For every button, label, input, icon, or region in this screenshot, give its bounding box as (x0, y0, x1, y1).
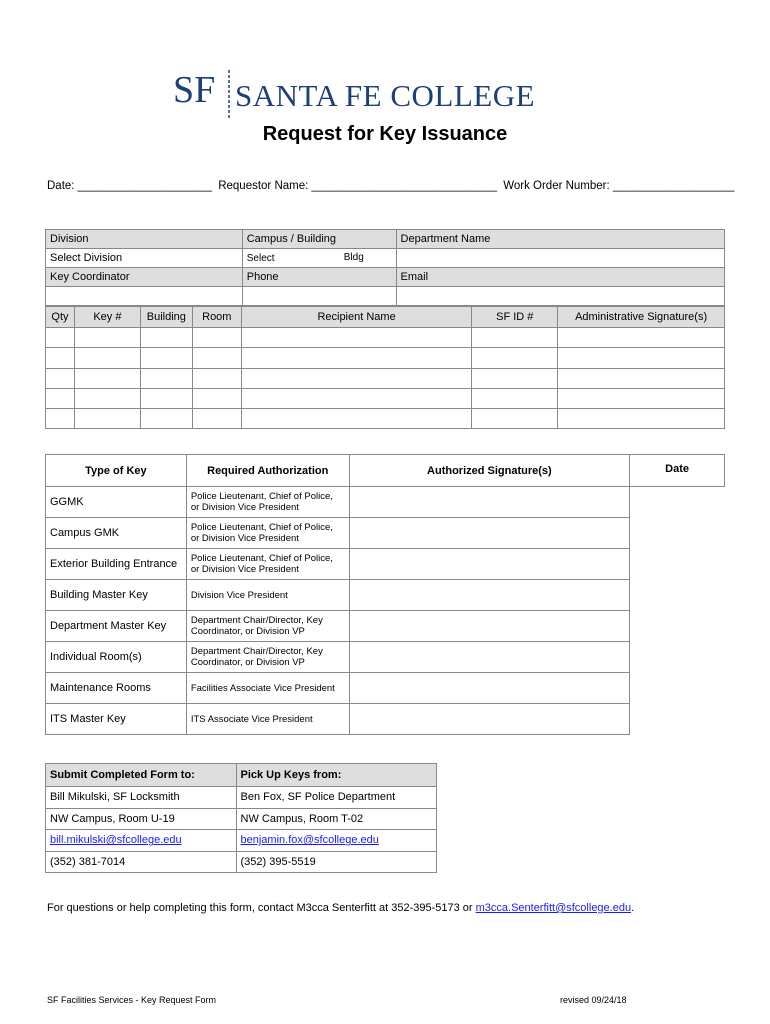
help-email-link[interactable]: m3cca.Senterfitt@sfcollege.edu (475, 902, 632, 914)
campus-select-value: Select (246, 252, 275, 264)
campus-select[interactable] (242, 249, 396, 268)
page-title: Request for Key Issuance (262, 123, 508, 145)
input-cell[interactable] (74, 409, 140, 429)
col-admin-signature: Administrative Signature(s) (558, 307, 725, 328)
header-fields (47, 180, 737, 192)
input-cell[interactable] (74, 388, 140, 408)
input-cell[interactable] (46, 409, 75, 429)
work-order-field[interactable]: Work Order Number: ___________________ (503, 180, 735, 192)
table-row (46, 409, 725, 429)
input-cell[interactable] (74, 348, 140, 368)
col-date: Date (630, 455, 725, 487)
col-room: Room (192, 307, 241, 328)
department-name-label: Department Name (396, 230, 724, 249)
input-cell[interactable] (192, 368, 241, 388)
signature-cell[interactable] (349, 518, 630, 549)
input-cell[interactable] (140, 348, 192, 368)
input-cell[interactable] (558, 368, 725, 388)
date-field[interactable]: Date: _____________________ (47, 180, 212, 192)
help-text: For questions or help completing this form, contact M3cca Senterfitt at 352-395-5173 or (47, 902, 476, 914)
col-type-of-key: Type of Key (46, 455, 187, 487)
key-coordinator-input[interactable] (46, 287, 243, 306)
col-authorized-signatures: Authorized Signature(s) (349, 455, 630, 487)
phone-input[interactable] (242, 287, 396, 306)
required-authorization: Police Lieutenant, Chief of Police, or Division Vice President (186, 487, 349, 518)
signature-cell[interactable] (349, 487, 630, 518)
key-type: Individual Room(s) (46, 642, 187, 673)
required-authorization: Police Lieutenant, Chief of Police, or Division Vice President (186, 518, 349, 549)
key-coordinator-label: Key Coordinator (46, 268, 243, 287)
required-authorization: Department Chair/Director, Key Coordinator, or Division VP (186, 611, 349, 642)
pickup-location: NW Campus, Room T-02 (236, 808, 437, 830)
table-row (46, 642, 725, 673)
input-cell[interactable] (558, 388, 725, 408)
table-row (46, 348, 725, 368)
signature-cell[interactable] (349, 611, 630, 642)
input-cell[interactable] (192, 388, 241, 408)
building-select[interactable]: Bldg (343, 252, 364, 263)
submit-email-link[interactable]: bill.mikulski@sfcollege.edu (50, 834, 182, 847)
campus-building-label: Campus / Building (242, 230, 396, 249)
signature-cell[interactable] (349, 642, 630, 673)
input-cell[interactable] (74, 328, 140, 348)
input-cell[interactable] (558, 409, 725, 429)
division-select[interactable]: Select Division (46, 249, 243, 268)
input-cell[interactable] (241, 328, 472, 348)
input-cell[interactable] (140, 388, 192, 408)
contact-table (45, 763, 437, 873)
input-cell[interactable] (46, 368, 75, 388)
key-request-table (45, 306, 725, 429)
input-cell[interactable] (241, 368, 472, 388)
input-cell[interactable] (46, 348, 75, 368)
input-cell[interactable] (472, 328, 558, 348)
phone-label: Phone (242, 268, 396, 287)
division-label: Division (46, 230, 243, 249)
input-cell[interactable] (472, 388, 558, 408)
pickup-email-link[interactable]: benjamin.fox@sfcollege.edu (240, 834, 379, 847)
input-cell[interactable] (46, 328, 75, 348)
key-type: Building Master Key (46, 580, 187, 611)
key-type: GGMK (46, 487, 187, 518)
input-cell[interactable] (140, 409, 192, 429)
input-cell[interactable] (192, 409, 241, 429)
input-cell[interactable] (472, 409, 558, 429)
key-type: Campus GMK (46, 518, 187, 549)
input-cell[interactable] (192, 328, 241, 348)
signature-cell[interactable] (349, 580, 630, 611)
input-cell[interactable] (241, 409, 472, 429)
input-cell[interactable] (558, 328, 725, 348)
signature-cell[interactable] (349, 704, 630, 735)
department-name-input[interactable] (396, 249, 724, 268)
pickup-contact-name: Ben Fox, SF Police Department (236, 787, 437, 809)
key-type: Maintenance Rooms (46, 673, 187, 704)
input-cell[interactable] (472, 348, 558, 368)
col-building: Building (140, 307, 192, 328)
logo-text: SANTA FE COLLEGE (235, 78, 536, 113)
footer-revision: revised 09/24/18 (560, 995, 627, 1005)
required-authorization: Police Lieutenant, Chief of Police, or Division Vice President (186, 549, 349, 580)
required-authorization: Department Chair/Director, Key Coordinator, or Division VP (186, 642, 349, 673)
submit-contact-name: Bill Mikulski, SF Locksmith (46, 787, 237, 809)
pick-up-keys-header: Pick Up Keys from: (236, 764, 437, 787)
input-cell[interactable] (241, 388, 472, 408)
footer-form-name: SF Facilities Services - Key Request Form (47, 995, 217, 1005)
submit-phone: (352) 381-7014 (46, 851, 237, 873)
signature-cell[interactable] (349, 549, 630, 580)
help-end: . (631, 902, 635, 914)
col-sf-id: SF ID # (472, 307, 558, 328)
email-label: Email (396, 268, 724, 287)
col-required-authorization: Required Authorization (186, 455, 349, 487)
pickup-phone: (352) 395-5519 (236, 851, 437, 873)
logo-mark: SF (173, 69, 216, 111)
input-cell[interactable] (140, 368, 192, 388)
table-row (46, 368, 725, 388)
email-input[interactable] (396, 287, 724, 306)
input-cell[interactable] (140, 328, 192, 348)
col-key-number: Key # (74, 307, 140, 328)
table-row (46, 704, 725, 735)
help-note (47, 902, 634, 914)
required-authorization: ITS Associate Vice President (186, 704, 349, 735)
table-row (46, 611, 725, 642)
table-row (46, 673, 725, 704)
key-type: Exterior Building Entrance (46, 549, 187, 580)
table-row (46, 388, 725, 408)
input-cell[interactable] (558, 348, 725, 368)
required-authorization: Facilities Associate Vice President (186, 673, 349, 704)
input-cell[interactable] (472, 368, 558, 388)
table-row (46, 580, 725, 611)
table-row (46, 487, 725, 518)
key-type: Department Master Key (46, 611, 187, 642)
col-qty: Qty (46, 307, 75, 328)
santa-fe-college-logo (171, 64, 601, 122)
input-cell[interactable] (74, 368, 140, 388)
table-row (46, 549, 725, 580)
col-recipient-name: Recipient Name (241, 307, 472, 328)
required-authorization: Division Vice President (186, 580, 349, 611)
submit-location: NW Campus, Room U-19 (46, 808, 237, 830)
submit-form-header: Submit Completed Form to: (46, 764, 237, 787)
input-cell[interactable] (241, 348, 472, 368)
input-cell[interactable] (46, 388, 75, 408)
table-row (46, 518, 725, 549)
signature-cell[interactable] (349, 673, 630, 704)
request-info-table (45, 229, 725, 306)
key-type: ITS Master Key (46, 704, 187, 735)
requestor-name-field[interactable]: Requestor Name: _____________________________ (218, 180, 497, 192)
input-cell[interactable] (192, 348, 241, 368)
authorization-table (45, 454, 725, 735)
table-row (46, 328, 725, 348)
